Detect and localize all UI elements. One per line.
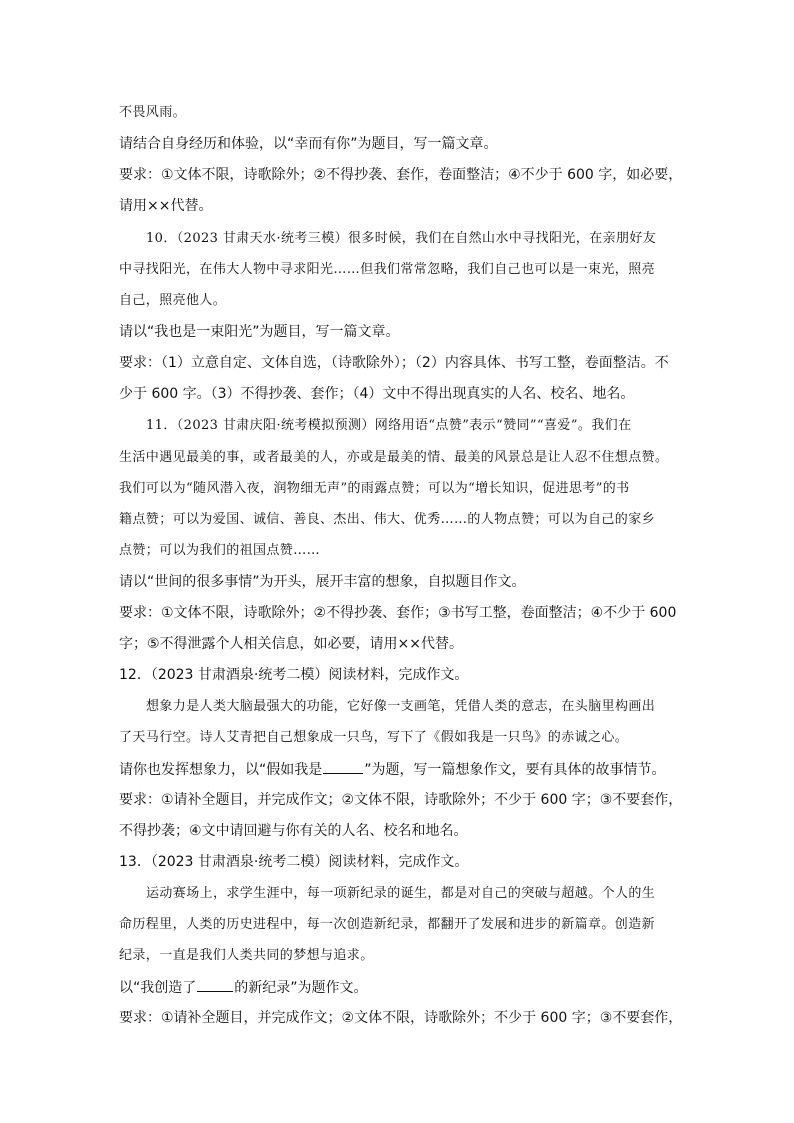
q12-material-1: 想象力是人类大脑最强大的功能，它好像一支画笔，凭借人类的意志，在头脑里构画出 <box>146 699 656 714</box>
q9-material-end: 不畏风雨。 <box>119 105 187 120</box>
q12-requirements-2: 不得抄袭；④文中请回避与你有关的人名、校名和地名。 <box>119 823 468 839</box>
q11-material-4: 籍点赞；可以为爱国、诚信、善良、杰出、伟大、优秀……的人物点赞；可以为自己的家乡 <box>119 512 656 527</box>
q11-requirements-1: 要求：①文体不限，诗歌除外；②不得抄袭、套作；③书写工整，卷面整洁；④不少于 600 <box>119 605 677 621</box>
q12-requirements-1: 要求：①请补全题目，并完成作文；②文体不限，诗歌除外；不少于 600 字；③不要套作， <box>119 792 683 808</box>
q10-requirements-1: 要求：（1）立意自定、文体自选，（诗歌除外）；（2）内容具体、书写工整，卷面整洁。不 <box>119 355 669 371</box>
q9-prompt: 请结合自身经历和体验，以“幸而有你”为题目，写一篇文章。 <box>119 136 498 152</box>
q13-material-1: 运动赛场上，求学生涯中，每一项新纪录的诞生，都是对自己的突破与超越。个人的生 <box>146 886 656 901</box>
q12-prompt <box>119 760 666 779</box>
q11-material-1: 11．（2023 甘肃庆阳·统考模拟预测）网络用语“点赞”表示“赞同”“喜爱”。我们在 <box>146 418 632 433</box>
q11-material-2: 生活中遇见最美的事，或者最美的人，亦或是最美的情、最美的风景总是让人忍不住想点赞。 <box>119 450 669 465</box>
title-blank <box>197 978 233 992</box>
q13-prompt <box>119 978 368 997</box>
q12-prompt-after: ”为题，写一篇想象作文，要有具体的故事情节。 <box>364 762 666 778</box>
q9-requirements-2: 请用××代替。 <box>119 198 213 214</box>
q12-material-2: 了天马行空。诗人艾青把自己想象成一只鸟，写下了《假如我是一只鸟》的赤诚之心。 <box>119 730 629 745</box>
q10-prompt: 请以“我也是一束阳光”为题目，写一篇文章。 <box>119 324 400 340</box>
q13-heading: 13．（2023 甘肃酒泉·统考二模）阅读材料，完成作文。 <box>119 854 469 870</box>
q10-requirements-2: 少于 600 字。（3）不得抄袭、套作；（4）文中不得出现真实的人名、校名、地名。 <box>119 386 635 402</box>
q11-material-5: 点赞；可以为我们的祖国点赞…… <box>119 543 321 558</box>
q12-prompt-before: 请你也发挥想象力，以“假如我是 <box>119 762 323 778</box>
q10-material-1: 10．（2023 甘肃天水·统考三模）很多时候，我们在自然山水中寻找阳光，在亲朋好友 <box>146 231 657 246</box>
q11-prompt: 请以“世间的很多事情”为开头，展开丰富的想象，自拟题目作文。 <box>119 574 526 590</box>
q9-requirements-1: 要求：①文体不限，诗歌除外；②不得抄袭、套作，卷面整洁；④不少于 600 字，如必要， <box>119 167 683 183</box>
q11-requirements-2: 字；⑤不得泄露个人相关信息，如必要，请用××代替。 <box>119 636 464 652</box>
q13-requirements-1: 要求：①请补全题目，并完成作文；②文体不限，诗歌除外；不少于 600 字；③不要套作， <box>119 1010 683 1026</box>
q13-prompt-after: 的新纪录”为题作文。 <box>234 980 368 996</box>
q10-material-2: 中寻找阳光，在伟大人物中寻求阳光……但我们常常忽略，我们自己也可以是一束光，照亮 <box>119 262 656 277</box>
q11-material-3: 我们可以为“随风潜入夜，润物细无声”的雨露点赞；可以为“增长知识，促进思考”的书 <box>119 481 630 496</box>
title-blank <box>323 760 363 774</box>
q13-prompt-before: 以“我创造了 <box>119 980 197 996</box>
q10-material-3: 自己，照亮他人。 <box>119 293 227 308</box>
q13-material-3: 纪录，一直是我们人类共同的梦想与追求。 <box>119 948 374 963</box>
q13-material-2: 命历程里，人类的历史进程中，每一次创造新纪录，都翻开了发展和进步的新篇章。创造新 <box>119 917 656 932</box>
q12-heading: 12．（2023 甘肃酒泉·统考二模）阅读材料，完成作文。 <box>119 667 469 683</box>
